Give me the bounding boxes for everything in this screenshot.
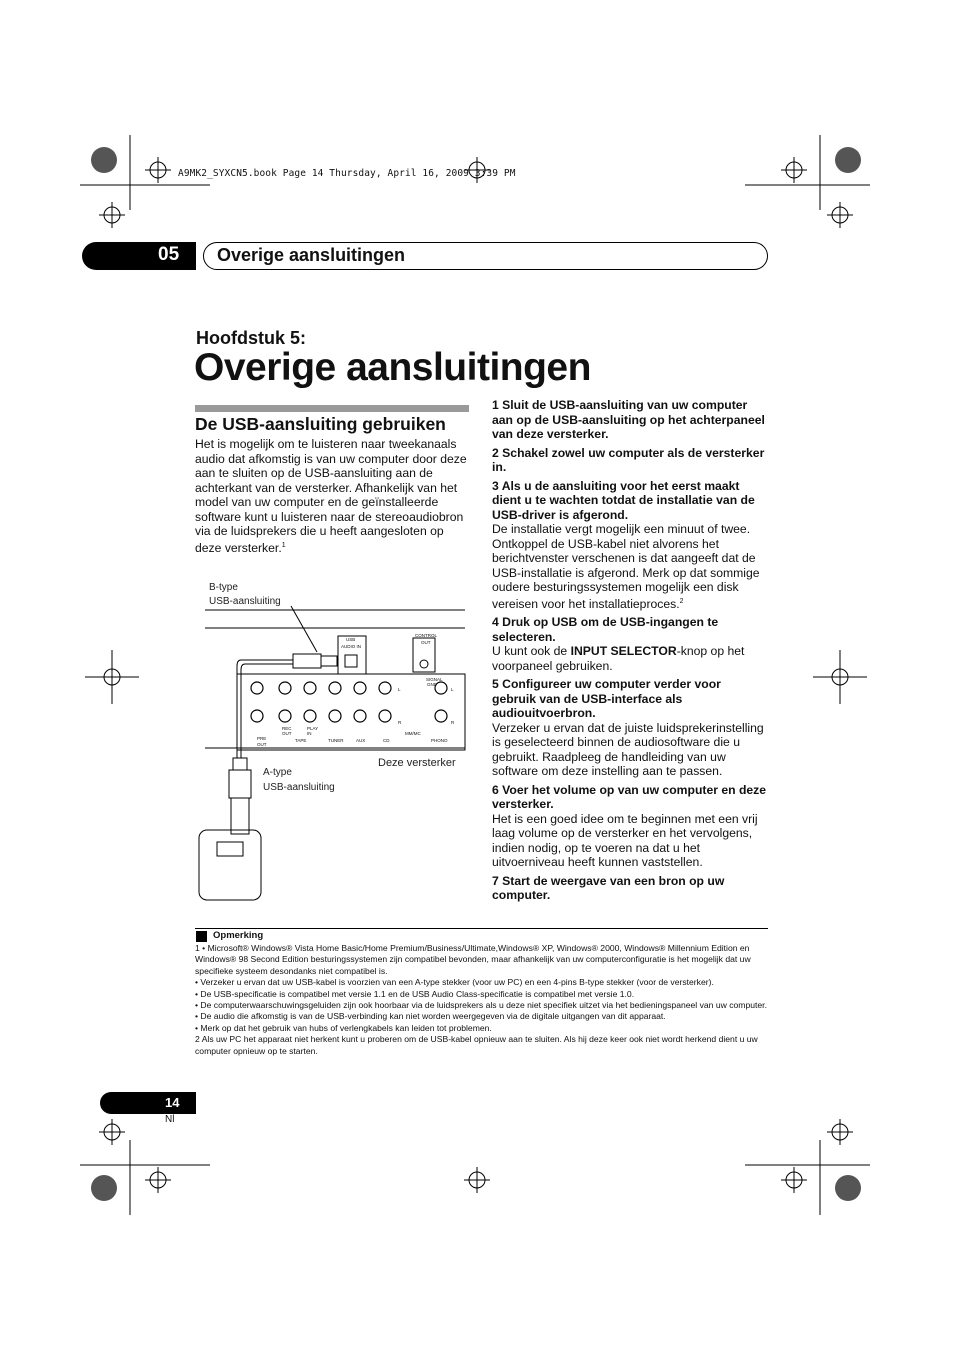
page-tab <box>100 1092 196 1114</box>
step-6: 6 Voer het volume op van uw computer en deze versterker. Het is een goed idee om te beginnen met een vrij laag volume op de versterker en het vervolgens, indien nodig, op te voeren na dat u het uitvoerniveau heeft kunnen vaststellen. <box>492 782 767 870</box>
note-divider <box>195 928 768 929</box>
page-title: Overige aansluitingen <box>194 346 591 389</box>
svg-text:TAPE: TAPE <box>295 738 307 743</box>
svg-text:SIGNAL: SIGNAL <box>426 677 443 682</box>
svg-text:PHONO: PHONO <box>431 738 448 743</box>
print-header: A9MK2_SYXCN5.book Page 14 Thursday, April 16, 2009 3:39 PM <box>178 168 516 179</box>
step-5: 5 Configureer uw computer verder voor gebruik van de USB-interface als audiouitvoerbron. Verzeker u ervan dat de juiste luidsprekerinstelling is geselecteerd binnen de audiosoftware die u gebruikt. Raadpleeg de handleiding van uw software om deze instelling aan te passen. <box>492 677 764 779</box>
steps-column <box>492 398 768 907</box>
note-line: 2 Als uw PC het apparaat niet herkent kunt u proberen om de USB-kabel opnieuw aan te sluiten. Als hij deze keer ook niet wordt herkend dient u uw computer opnieuw op te starten. <box>195 1034 758 1056</box>
note-line: • Merk op dat het gebruik van hubs of verlengkabels kan leiden tot problemen. <box>195 1022 492 1033</box>
atype-label-1: A-type <box>263 767 292 778</box>
note-line: • De audio die afkomstig is van de USB-verbinding kan niet worden weergegeven via de digitale uitgangen van dit apparaat. <box>195 1011 666 1022</box>
svg-text:CD: CD <box>383 738 390 743</box>
chapter-number: 05 <box>158 244 180 265</box>
svg-text:OUT: OUT <box>257 742 267 747</box>
svg-text:REC: REC <box>282 726 292 731</box>
svg-text:AUDIO IN: AUDIO IN <box>341 644 362 649</box>
chapter-title: Overige aansluitingen <box>217 245 406 265</box>
amplifier-label: Deze versterker <box>378 757 456 769</box>
svg-text:L: L <box>451 687 454 692</box>
svg-text:R: R <box>398 720 402 725</box>
note-title: Opmerking <box>213 930 264 941</box>
atype-label-2: USB-aansluiting <box>263 782 335 793</box>
svg-text:USB: USB <box>346 637 356 642</box>
note-line: • De computerwaarschuwingsgeluiden zijn ook hoorbaar via de luidsprekers als u deze niet specifiek uitzet via het bedieningspaneel van uw computer. <box>195 1000 767 1011</box>
step-2: 2 Schakel zowel uw computer als de versterker in. <box>492 445 765 474</box>
svg-text:CONTROL: CONTROL <box>415 633 438 638</box>
step-1: 1 Sluit de USB-aansluiting van uw computer aan op de USB-aansluiting op het achterpaneel van deze versterker. <box>492 398 765 441</box>
note-line: • Verzeker u ervan dat uw USB-kabel is voorzien van een A-type stekker (voor uw PC) en een 4-pins B-type stekker (voor de versterker). <box>195 977 714 988</box>
usb-connection-diagram <box>195 580 475 910</box>
svg-text:GND: GND <box>427 682 437 687</box>
svg-text:MM/MC: MM/MC <box>405 731 421 736</box>
chapter-label: Hoofdstuk 5: <box>196 328 306 348</box>
svg-text:OUT: OUT <box>421 640 431 645</box>
svg-text:PLAY: PLAY <box>307 726 319 731</box>
svg-text:IN: IN <box>307 731 312 736</box>
svg-text:PRE: PRE <box>257 736 267 741</box>
page-language: Nl <box>165 1114 175 1125</box>
btype-label-2: USB-aansluiting <box>209 596 281 607</box>
step-3: 3 Als u de aansluiting voor het eerst maakt dient u te wachten totdat de installatie van de USB-driver is afgerond. De installatie vergt mogelijk een minuut of twee. Ontkoppel de USB-kabel niet alvorens het berichtvenster verschenen is dat aangeeft dat de USB-installatie is afgerond. Merk op dat sommige oudere besturingssystemen mogelijk een disk vereisen voor het installatieproces.$^2$ <box>492 478 760 611</box>
svg-text:R: R <box>451 720 455 725</box>
svg-text:TUNER: TUNER <box>328 738 344 743</box>
section-bar <box>195 405 469 412</box>
intro-paragraph: Het is mogelijk om te luisteren naar tweekanaals audio dat afkomstig is van uw computer door deze aan te sluiten op de USB-aansluiting aan de achterkant van de versterker. Afhankelijk van het model van uw computer en de geïnstalleerde software kunt u luisteren naar de stereoaudiobron via de luidsprekers die u heeft aangesloten op deze versterker.$^1$ <box>195 437 467 555</box>
step-7: 7 Start de weergave van een bron op uw computer. <box>492 873 725 903</box>
step-4: 4 Druk op USB om de USB-ingangen te selecteren. U kunt ook de INPUT SELECTOR-knop op het voorpaneel gebruiken. <box>492 615 745 673</box>
svg-text:L: L <box>398 687 401 692</box>
note-line: 1 • Microsoft® Windows® Vista Home Basic/Home Premium/Business/Ultimate,Windows® XP, Windows® 2000, Windows® Millennium Edition en Windows® 98 Second Edition besturingssystemen zijn compatibel bevonden, maar afhankelijk van uw computerconfiguratie is het mogelijk dat uw specifieke systeem desondanks niet compatibel is. <box>195 943 751 976</box>
note-list <box>195 943 770 1057</box>
section-title: De USB-aansluiting gebruiken <box>195 414 446 434</box>
btype-label-1: B-type <box>209 582 238 593</box>
svg-text:OUT: OUT <box>282 731 292 736</box>
svg-text:AUX: AUX <box>356 738 366 743</box>
note-line: • De USB-specificatie is compatibel met versie 1.1 en de USB Audio Class-specificatie is compatibel met versie 1.0. <box>195 988 635 999</box>
page-number: 14 <box>165 1095 180 1110</box>
note-icon <box>196 931 207 942</box>
